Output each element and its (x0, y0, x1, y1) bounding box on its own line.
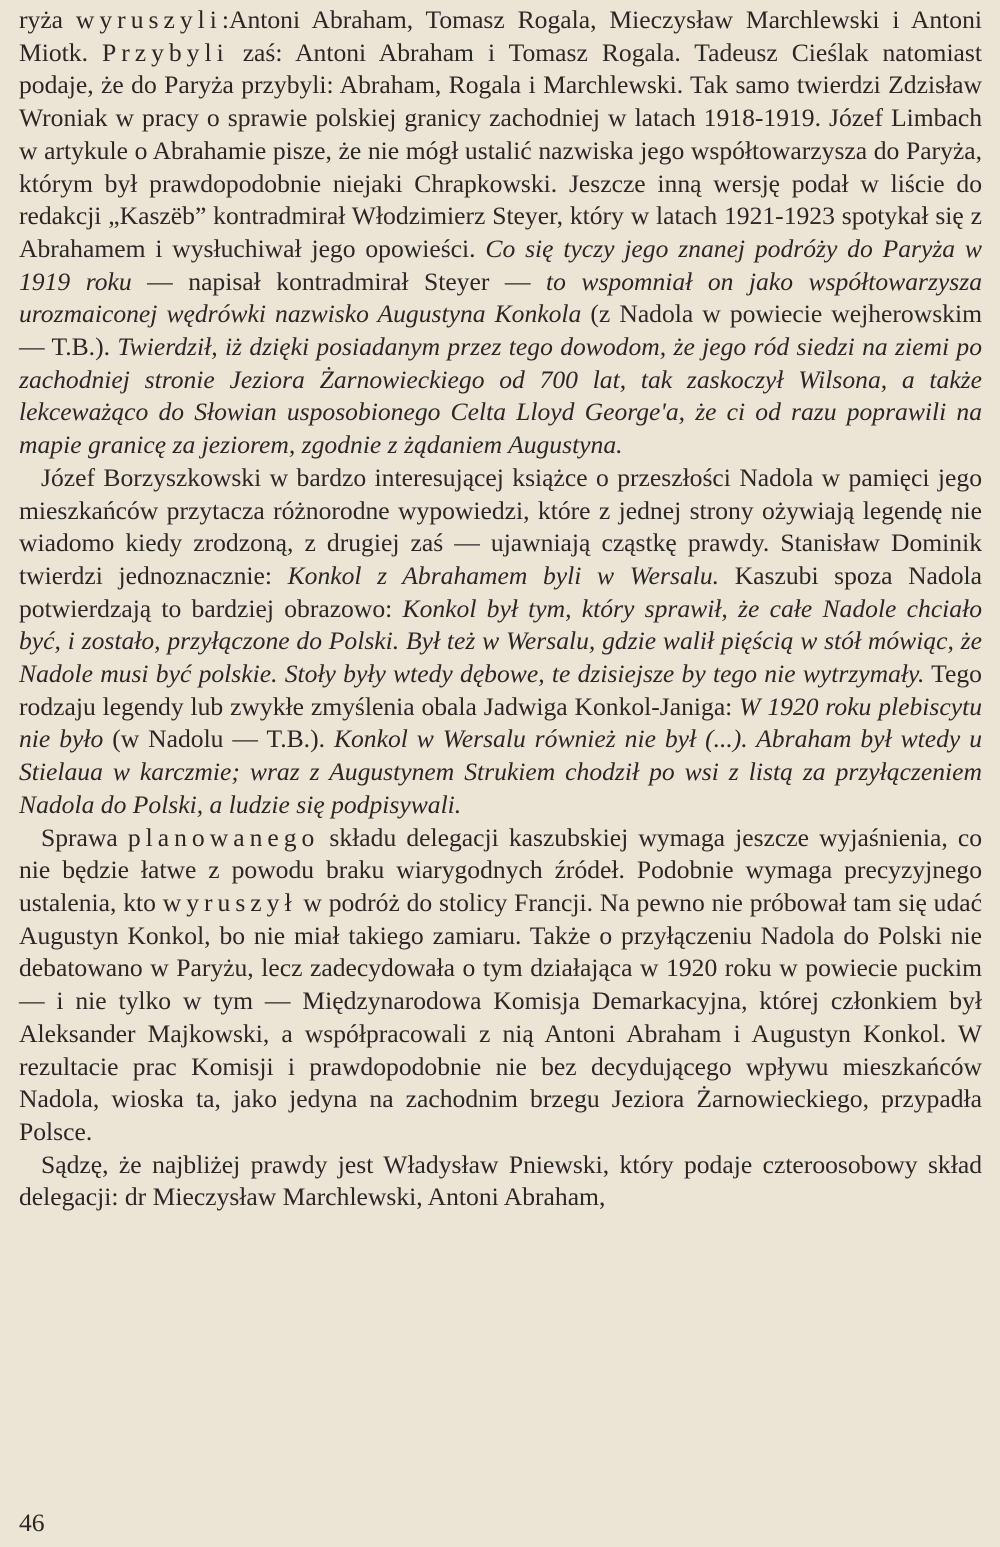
paragraph-4 (19, 1149, 982, 1214)
text-run: (w Nadolu — T.B.). (103, 724, 334, 754)
text-run: :Antoni Abraham, Tomasz Rogala, Mieczysław Marchlewski i Antoni Miotk. (19, 5, 982, 67)
text-run: Tego rodzaju legendy lub zwykłe zmyślenia obala Jadwiga Konkol-Janiga: (19, 659, 982, 721)
text-run: — napisał kontradmirał Steyer — (131, 266, 546, 296)
text-run: ryża (19, 5, 76, 34)
paragraph-2 (19, 462, 982, 822)
text-run: Sprawa (41, 822, 128, 852)
italic-quote: to wspomniał on jako współtowarzysza urozmaiconej wędrówki nazwisko Augustyna Konkola (19, 266, 983, 329)
page-number: 46 (19, 1508, 45, 1537)
text-run: Józef Borzyszkowski w bardzo interesującej książce o przeszłości Nadola w pamięci jego mieszkańców przytacza różnorodne wypowiedzi, które z jednej strony ożywiają legendę nie wiadomo kiedy zrodzoną, z drugiej zaś — ujawniają cząstkę prawdy. Stanisław Dominik twierdzi jednoznacznie: (19, 462, 982, 590)
italic-quote: Twierdził, iż dzięki posiadanym przez tego dowodom, że jego ród siedzi na ziemi po zachodniej stronie Jeziora Żarnowieckiego od 700 lat, tak zaskoczył Wilsona, a także lekceważąco do Słowian usposobionego Celta Lloyd George'a, że ci od razu poprawili na mapie granicę za jeziorem, zgodnie z żądaniem Augustyna. (19, 332, 982, 460)
spaced-emphasis: Przybyli (101, 37, 229, 67)
paragraph-3 (19, 822, 982, 1149)
text-run: Kaszubi spoza Nadola potwierdzają to bardziej obrazowo: (19, 560, 982, 623)
body-text (19, 4, 982, 1214)
text-run: zaś: Antoni Abraham i Tomasz Rogala. Tadeusz Cieślak natomiast podaje, że do Paryża przybyli: Abraham, Rogala i Marchlewski. Tak samo twierdzi Zdzisław Wroniak w pracy o sprawie polskiej granicy zachodniej w latach 1918-1919. Józef Limbach w artykule o Abrahamie pisze, że nie mógł ustalić nazwiska jego współtowarzysza do Paryża, którym był prawdopodobnie niejaki Chrapkowski. Jeszcze inną wersję podał w liście do redakcji „Kaszëb” kontradmirał Włodzimierz Steyer, który w latach 1921-1923 spotykał się z Abrahamem i wysłuchiwał jego opowieści. (19, 37, 982, 263)
text-run: Sądzę, że najbliżej prawdy jest Władysław Pniewski, który podaje czteroosobowy skład delegacji: dr Mieczysław Marchlewski, Antoni Abraham, (19, 1149, 982, 1212)
italic-quote: Konkol z Abrahamem byli w Wersalu. (287, 560, 720, 590)
text-run: (z Nadola w powiecie wejherowskim — T.B.). (19, 299, 982, 362)
italic-quote: Konkol w Wersalu również nie był (...). Abraham był wtedy u Stielaua w karczmie; wraz z Augustynem Strukiem chodził po wsi z listą za przyłączeniem Nadola do Polski, a ludzie się podpisywali. (19, 724, 982, 819)
italic-quote: Co się tyczy jego znanej podróży do Paryża w 1919 roku (19, 233, 982, 296)
spaced-emphasis: wyruszyli (75, 5, 222, 34)
text-run: w podróż do stolicy Francji. Na pewno nie próbował tam się udać Augustyn Konkol, bo nie miał takiego zamiaru. Także o przyłączeniu Nadola do Polski nie debatowano w Paryżu, lecz zadecydowała o tym działająca w 1920 roku w powiecie puckim — i nie tylko w tym — Międzynarodowa Komisja Demarkacyjna, której członkiem był Aleksander Majkowski, a współpracowali z nią Antoni Abraham i Augustyn Konkol. W rezultacie prac Komisji i prawdopodobnie nie bez decydującego wpływu mieszkańców Nadola, wioska ta, jako jedyna na zachodnim brzegu Jeziora Żarnowieckiego, przypadła Polsce. (19, 887, 982, 1146)
italic-quote: W 1920 roku plebiscytu nie było (19, 691, 982, 754)
text-run: składu delegacji kaszubskiej wymaga jeszcze wyjaśnienia, co nie będzie łatwe z powodu braku wiarygodnych źródeł. Podobnie wymaga precyzyjnego ustalenia, kto (19, 822, 982, 917)
spaced-emphasis: wyruszył (162, 887, 297, 917)
spaced-emphasis: planowanego (127, 822, 320, 852)
italic-quote: Konkol był tym, który sprawił, że całe Nadole chciało być, i zostało, przyłączone do Polski. Był też w Wersalu, gdzie walił pięścią w stół mówiąc, że Nadole musi być polskie. Stoły były wtedy dębowe, te dzisiejsze by tego nie wytrzymały. (19, 593, 982, 689)
paragraph-1 (19, 4, 982, 462)
